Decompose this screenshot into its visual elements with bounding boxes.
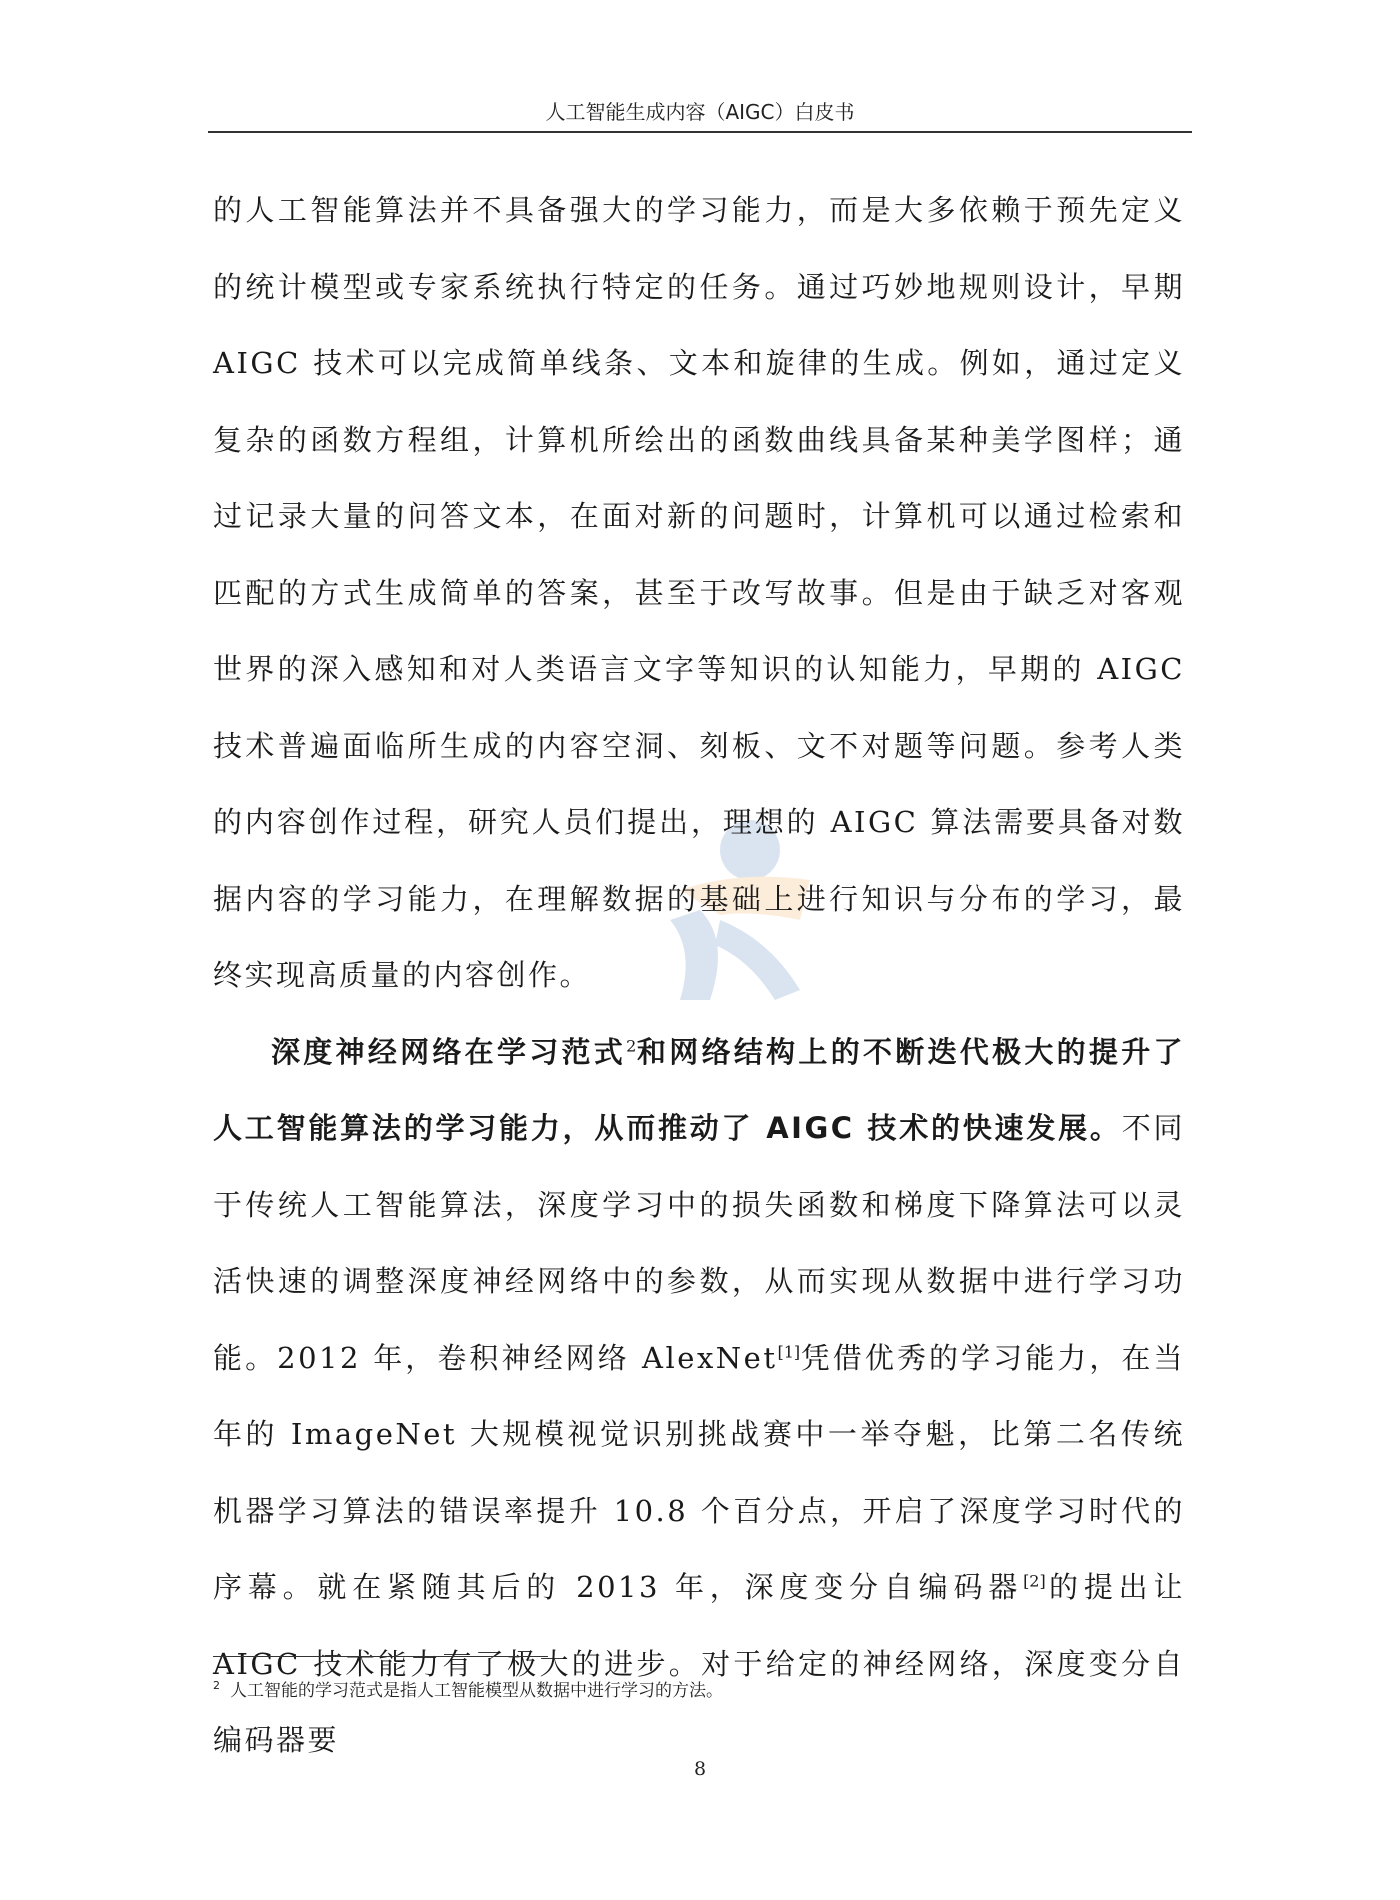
page-number: 8 bbox=[693, 1758, 707, 1780]
paragraph-2-text-1: 不同于传统人工智能算法，深度学习中的损失函数和梯度下降算法可以灵活快速的调整深度神经网络中的参数，从而实现从数据中进行学习功能。2012 年，卷积神经网络 AlexNet bbox=[213, 1111, 1185, 1375]
footnote-text: 人工智能的学习范式是指人工智能模型从数据中进行学习的方法。 bbox=[230, 1681, 723, 1701]
running-header: 人工智能生成内容（AIGC）白皮书 bbox=[545, 100, 855, 124]
paragraph-2-text-2: 凭借优秀的学习能力，在当年的 ImageNet 大规模视觉识别挑战赛中一举夺魁，比第二名传统机器学习算法的错误率提升 10.8 个百分点，开启了深度学习时代的序幕。就在紧随其后的 2013 年，深度变分自编码器 bbox=[213, 1340, 1185, 1604]
paragraph-1: 的人工智能算法并不具备强大的学习能力，而是大多依赖于预先定义的统计模型或专家系统执行特定的任务。通过巧妙地规则设计，早期 AIGC 技术可以完成简单线条、文本和旋律的生成。例如，通过定义复杂的函数方程组，计算机所绘出的函数曲线具备某种美学图样；通过记录大量的问答文本，在面对新的问题时，计算机可以通过检索和匹配的方式生成简单的答案，甚至于改写故事。但是由于缺乏对客观世界的深入感知和对人类语言文字等知识的认知能力，早期的 AIGC 技术普遍面临所生成的内容空洞、刻板、文不对题等问题。参考人类的内容创作过程，研究人员们提出，理想的 AIGC 算法需要具备对数据内容的学习能力，在理解数据的基础上进行知识与分布的学习，最终实现高质量的内容创作。 bbox=[213, 193, 1185, 992]
footnote-mark: 2 bbox=[213, 1679, 220, 1693]
citation-1[interactable]: [1] bbox=[777, 1341, 801, 1361]
footnote-divider bbox=[213, 1656, 548, 1657]
citation-2[interactable]: [2] bbox=[1023, 1571, 1046, 1591]
paragraph-2-text-3: 的提出让 AIGC 技术能力有了极大的进步。对于给定的神经网络，深度变分自编码器要 bbox=[213, 1570, 1185, 1757]
paragraph-2-bold-lead: 深度神经网络在学习范式 bbox=[271, 1034, 627, 1069]
footnote-reference[interactable]: 2 bbox=[626, 1035, 637, 1055]
paragraph-2-bold-tail: 和网络结构上的不断迭代极大的提升了人工智能算法的学习能力，从而推动了 AIGC 技术的快速发展。 bbox=[213, 1034, 1185, 1145]
header-divider bbox=[208, 131, 1192, 133]
paragraph-2 bbox=[213, 1014, 1185, 1779]
footnote bbox=[213, 1676, 723, 1701]
main-content bbox=[213, 172, 1185, 1779]
